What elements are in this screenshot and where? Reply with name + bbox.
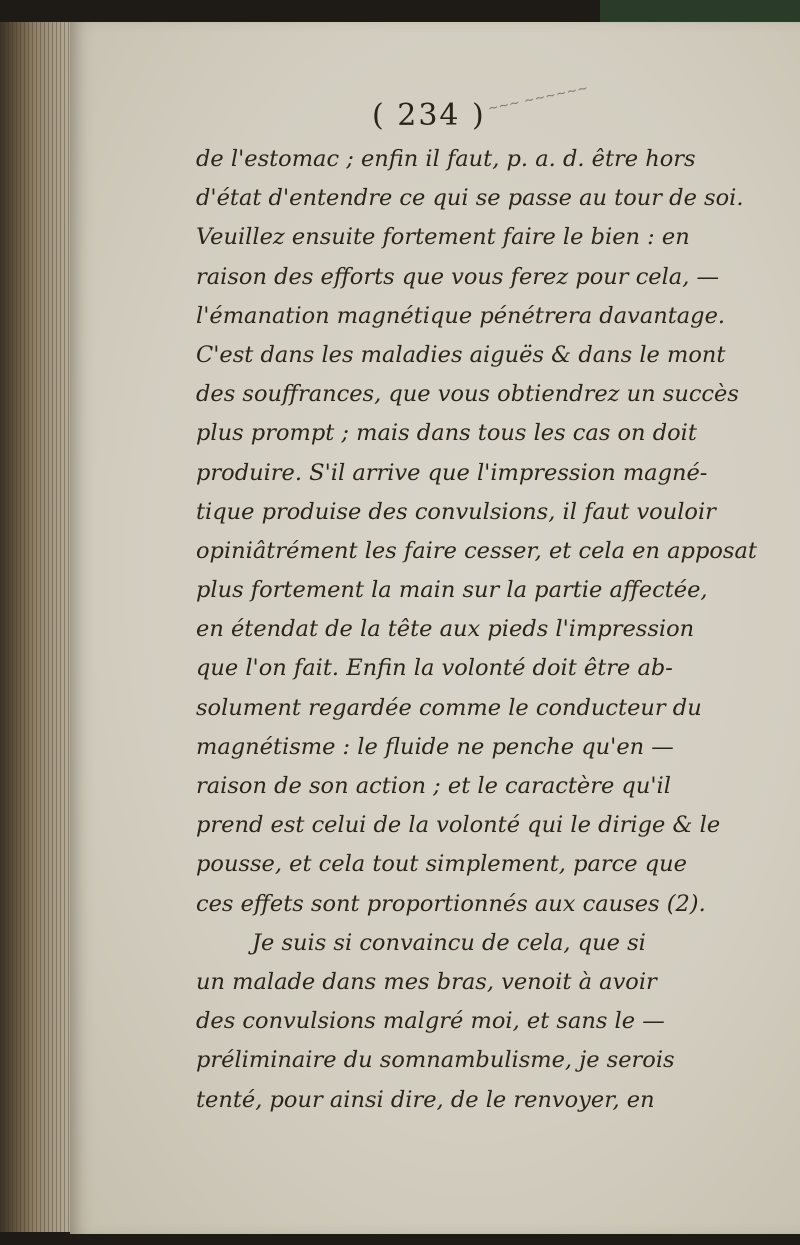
text-line: tenté, pour ainsi dire, de le renvoyer, en [196, 1086, 655, 1113]
marginal-annotation: ~~~ ~~~~~~ [486, 80, 590, 117]
text-line: magnétisme : le fluide ne penche qu'en — [196, 733, 674, 760]
book-page-edges [0, 22, 78, 1232]
text-line: des souffrances, que vous obtiendrez un succès [196, 381, 739, 408]
text-line: Veuillez ensuite fortement faire le bien : en [196, 224, 690, 251]
text-line: préliminaire du somnambulisme, je serois [196, 1047, 675, 1074]
text-line: opiniâtrément les faire cesser, et cela en apposat [196, 537, 757, 564]
handwritten-text-block [196, 140, 756, 1120]
text-line: prend est celui de la volonté qui le dirige & le [196, 812, 721, 839]
text-line: C'est dans les maladies aiguës & dans le mont [196, 341, 726, 368]
text-line: Je suis si convaincu de cela, que si [252, 929, 646, 956]
text-line: un malade dans mes bras, venoit à avoir [196, 968, 657, 995]
text-line: plus fortement la main sur la partie affectée, [196, 577, 708, 604]
text-line: ces effets sont proportionnés aux causes (2). [196, 890, 706, 917]
text-line: l'émanation magnétique pénétrera davantage. [196, 302, 726, 329]
text-line: en étendat de la tête aux pieds l'impression [196, 616, 695, 643]
text-line: produire. S'il arrive que l'impression magné- [196, 459, 708, 486]
text-line: raison de son action ; et le caractère qu'il [196, 773, 671, 799]
text-line: de l'estomac ; enfin il faut, p. a. d. être hors [196, 146, 696, 172]
text-line: solument regardée comme le conducteur du [196, 694, 702, 721]
page-number-header: ( 234 ) [372, 98, 486, 133]
text-line: des convulsions malgré moi, et sans le — [196, 1008, 665, 1035]
text-line: tique produise des convulsions, il faut vouloir [196, 498, 716, 525]
text-line: d'état d'entendre ce qui se passe au tour de soi. [196, 185, 744, 212]
binding-tab [600, 0, 800, 22]
text-line: que l'on fait. Enfin la volonté doit être ab- [196, 655, 673, 682]
text-line: pousse, et cela tout simplement, parce que [196, 851, 687, 878]
text-line: raison des efforts que vous ferez pour cela, — [196, 263, 720, 290]
text-line: plus prompt ; mais dans tous les cas on doit [196, 420, 697, 447]
